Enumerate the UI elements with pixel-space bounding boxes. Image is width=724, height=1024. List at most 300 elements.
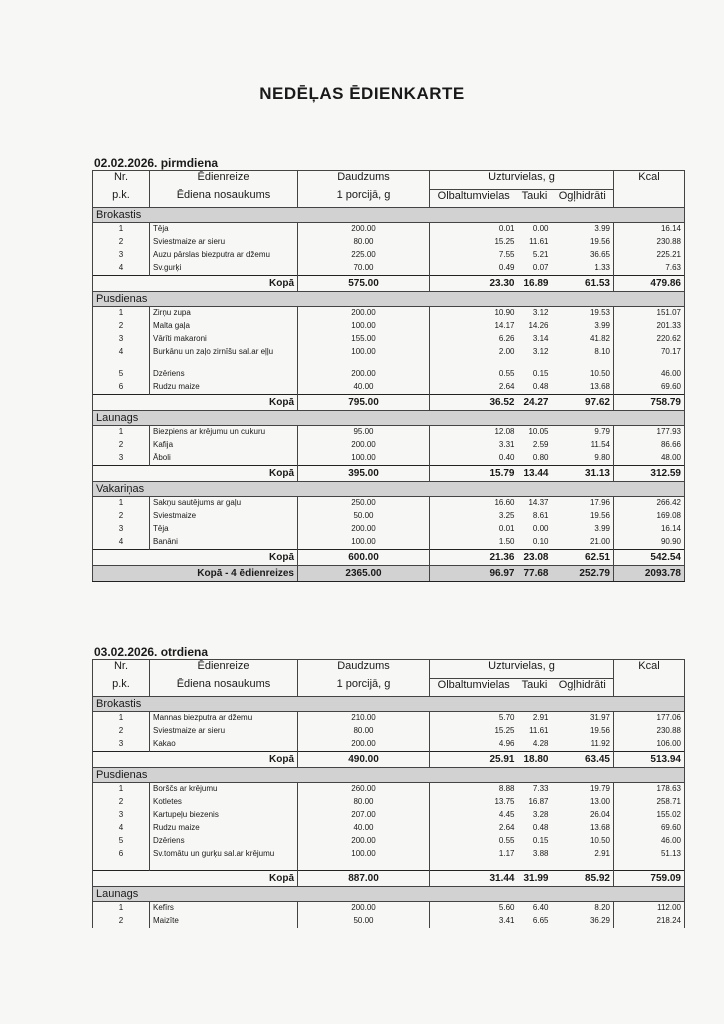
item-qty: 250.00: [298, 497, 430, 511]
header-pk: p.k.: [93, 189, 150, 208]
item-carbs: 10.50: [589, 369, 610, 378]
meal-heading: Launags: [93, 887, 685, 902]
total-protein: 23.30: [430, 276, 518, 292]
item-fat: 0.80: [532, 453, 549, 462]
item-nr: 4: [93, 822, 150, 835]
item-nr: 3: [93, 809, 150, 822]
total-qty: 600.00: [298, 550, 430, 566]
item-kcal: 70.17: [614, 346, 685, 368]
item-fat: 8.61: [532, 511, 549, 520]
item-protein: 0.49: [498, 263, 515, 272]
table-row: [93, 725, 685, 738]
total-kcal: 479.86: [614, 276, 685, 292]
item-qty: 200.00: [298, 835, 430, 848]
item-nr: 1: [93, 712, 150, 726]
item-qty: 100.00: [298, 346, 430, 368]
item-fat: 4.28: [532, 739, 549, 748]
item-kcal: 220.62: [614, 333, 685, 346]
item-nr: 1: [93, 307, 150, 321]
item-carbs: 8.20: [594, 903, 610, 912]
item-kcal: 151.07: [614, 307, 685, 321]
total-label: Kopā: [93, 871, 298, 887]
item-kcal: 230.88: [614, 725, 685, 738]
item-nr: 2: [93, 510, 150, 523]
total-kcal: 759.09: [614, 871, 685, 887]
item-qty: 207.00: [298, 809, 430, 822]
item-fat: 3.12: [532, 347, 549, 356]
page-title: NEDĒĻAS ĒDIENKARTE: [259, 84, 465, 103]
table-row: [93, 439, 685, 452]
item-protein: 16.60: [494, 498, 515, 507]
item-qty: 100.00: [298, 536, 430, 550]
item-kcal: 169.08: [614, 510, 685, 523]
item-protein: 14.17: [494, 321, 515, 330]
item-name: Kartupeļu biezenis: [150, 809, 298, 822]
item-name: Rudzu maize: [150, 822, 298, 835]
item-carbs: 19.79: [589, 784, 610, 793]
table-row: [93, 223, 685, 237]
total-fat: 16.89: [518, 276, 552, 292]
item-name: Kakao: [150, 738, 298, 752]
table-row: [93, 915, 685, 928]
item-name: Sviestmaize ar sieru: [150, 725, 298, 738]
header-tauki: Tauki: [518, 678, 552, 697]
item-qty: 200.00: [298, 439, 430, 452]
total-qty: 490.00: [298, 752, 430, 768]
total-protein: 15.79: [430, 466, 518, 482]
header-olbaltumvielas: Olbaltumvielas: [430, 678, 518, 697]
item-nr: 2: [93, 439, 150, 452]
item-qty: 100.00: [298, 452, 430, 466]
table-row: [93, 902, 685, 916]
header-oglhidrati: Ogļhidrāti: [552, 189, 614, 208]
total-protein: 36.52: [430, 395, 518, 411]
item-protein: 8.88: [498, 784, 515, 793]
total-protein: 21.36: [430, 550, 518, 566]
item-fat: 6.40: [532, 903, 549, 912]
item-protein: 0.01: [498, 224, 515, 233]
total-fat: 18.80: [518, 752, 552, 768]
item-qty: 50.00: [298, 510, 430, 523]
total-kcal: 542.54: [614, 550, 685, 566]
total-fat: 23.08: [518, 550, 552, 566]
item-fat: 14.26: [528, 321, 549, 330]
item-protein: 15.25: [494, 237, 515, 246]
item-name: Auzu pārslas biezputra ar džemu: [150, 249, 298, 262]
item-nr: 6: [93, 381, 150, 395]
item-nr: 2: [93, 725, 150, 738]
item-nr: 4: [93, 346, 150, 368]
day-section-tuesday: [92, 645, 684, 928]
item-qty: 95.00: [298, 426, 430, 440]
item-protein: 15.25: [494, 726, 515, 735]
header-uzturvielas: Uzturvielas, g: [430, 171, 614, 190]
header-edienreize: Ēdienreize: [150, 171, 298, 190]
meal-heading: Pusdienas: [93, 292, 685, 307]
item-name: Vārīti makaroni: [150, 333, 298, 346]
total-qty: 575.00: [298, 276, 430, 292]
grand-total-protein: 96.97: [430, 566, 518, 582]
table-row: [93, 262, 685, 276]
item-kcal: 178.63: [614, 783, 685, 797]
item-carbs: 13.68: [589, 823, 610, 832]
item-kcal: 51.13: [614, 848, 685, 871]
item-nr: 1: [93, 902, 150, 916]
item-fat: 2.59: [532, 440, 549, 449]
item-protein: 4.96: [498, 739, 515, 748]
item-qty: 200.00: [298, 368, 430, 381]
item-carbs: 1.33: [594, 263, 610, 272]
item-carbs: 19.56: [589, 237, 610, 246]
item-protein: 10.90: [494, 308, 515, 317]
header-kcal: Kcal: [614, 660, 685, 697]
item-carbs: 9.80: [594, 453, 610, 462]
item-fat: 2.91: [532, 713, 549, 722]
item-qty: 200.00: [298, 902, 430, 916]
total-carbs: 85.92: [552, 871, 614, 887]
grand-total-qty: 2365.00: [298, 566, 430, 582]
item-name: Biezpiens ar krējumu un cukuru: [150, 426, 298, 440]
item-kcal: 7.63: [614, 262, 685, 276]
total-fat: 31.99: [518, 871, 552, 887]
item-protein: 2.00: [498, 347, 515, 356]
meal-total-row: [93, 871, 685, 887]
item-nr: 5: [93, 368, 150, 381]
item-name: Maizīte: [150, 915, 298, 928]
table-row: [93, 712, 685, 726]
header-daudzums: Daudzums: [298, 660, 430, 679]
item-qty: 40.00: [298, 381, 430, 395]
meal-heading: Brokastis: [93, 208, 685, 223]
meal-total-row: [93, 550, 685, 566]
item-name: Dzēriens: [150, 835, 298, 848]
item-kcal: 69.60: [614, 381, 685, 395]
item-nr: 1: [93, 783, 150, 797]
item-carbs: 19.53: [589, 308, 610, 317]
item-name: Mannas biezputra ar džemu: [150, 712, 298, 726]
header-pk: p.k.: [93, 678, 150, 697]
table-row: [93, 426, 685, 440]
item-protein: 12.08: [494, 427, 515, 436]
total-carbs: 62.51: [552, 550, 614, 566]
item-carbs: 9.79: [594, 427, 610, 436]
item-kcal: 90.90: [614, 536, 685, 550]
item-name: Sv.tomātu un gurķu sal.ar krējumu: [150, 848, 298, 871]
item-fat: 0.07: [532, 263, 549, 272]
meal-total-row: [93, 276, 685, 292]
item-kcal: 16.14: [614, 223, 685, 237]
item-qty: 225.00: [298, 249, 430, 262]
item-kcal: 155.02: [614, 809, 685, 822]
item-nr: 3: [93, 523, 150, 536]
item-carbs: 13.68: [589, 382, 610, 391]
table-row: [93, 236, 685, 249]
grand-total-label: Kopā - 4 ēdienreizes: [93, 566, 298, 582]
item-qty: 100.00: [298, 848, 430, 871]
item-name: Sviestmaize: [150, 510, 298, 523]
item-name: Malta gaļa: [150, 320, 298, 333]
total-qty: 795.00: [298, 395, 430, 411]
item-fat: 14.37: [528, 498, 549, 507]
item-qty: 100.00: [298, 320, 430, 333]
item-nr: 1: [93, 497, 150, 511]
item-protein: 0.55: [498, 836, 515, 845]
item-qty: 50.00: [298, 915, 430, 928]
item-protein: 0.40: [498, 453, 515, 462]
header-porcija: 1 porcijā, g: [298, 678, 430, 697]
item-kcal: 177.06: [614, 712, 685, 726]
item-kcal: 106.00: [614, 738, 685, 752]
item-name: Burkānu un zaļo zirnīšu sal.ar eļļu: [150, 346, 298, 368]
item-qty: 80.00: [298, 796, 430, 809]
meal-heading: Brokastis: [93, 697, 685, 712]
item-fat: 5.21: [532, 250, 549, 259]
item-fat: 3.28: [532, 810, 549, 819]
item-name: Āboli: [150, 452, 298, 466]
header-nr: Nr.: [93, 171, 150, 190]
total-carbs: 97.62: [552, 395, 614, 411]
item-kcal: 46.00: [614, 368, 685, 381]
total-label: Kopā: [93, 276, 298, 292]
header-nr: Nr.: [93, 660, 150, 679]
header-edienreize: Ēdienreize: [150, 660, 298, 679]
item-carbs: 8.10: [594, 347, 610, 356]
meal-total-row: [93, 752, 685, 768]
item-name: Kafija: [150, 439, 298, 452]
table-row: [93, 452, 685, 466]
header-daudzums: Daudzums: [298, 171, 430, 190]
item-qty: 80.00: [298, 236, 430, 249]
total-carbs: 63.45: [552, 752, 614, 768]
table-row: [93, 536, 685, 550]
header-nosaukums: Ēdiena nosaukums: [150, 678, 298, 697]
item-nr: 4: [93, 536, 150, 550]
item-name: Dzēriens: [150, 368, 298, 381]
item-carbs: 41.82: [589, 334, 610, 343]
item-fat: 0.15: [532, 836, 549, 845]
item-name: Kotletes: [150, 796, 298, 809]
item-nr: 4: [93, 262, 150, 276]
item-nr: 3: [93, 452, 150, 466]
table-row: [93, 381, 685, 395]
item-nr: 1: [93, 223, 150, 237]
item-carbs: 17.96: [589, 498, 610, 507]
item-name: Banāni: [150, 536, 298, 550]
menu-table: [92, 170, 685, 582]
total-protein: 31.44: [430, 871, 518, 887]
menu-table: [92, 659, 685, 928]
item-qty: 200.00: [298, 307, 430, 321]
item-fat: 0.00: [532, 224, 549, 233]
table-row: [93, 307, 685, 321]
table-row: [93, 497, 685, 511]
item-name: Zirņu zupa: [150, 307, 298, 321]
item-protein: 0.55: [498, 369, 515, 378]
item-carbs: 36.65: [589, 250, 610, 259]
item-fat: 0.48: [532, 382, 549, 391]
item-carbs: 3.99: [594, 524, 610, 533]
table-row: [93, 510, 685, 523]
header-porcija: 1 porcijā, g: [298, 189, 430, 208]
item-kcal: 266.42: [614, 497, 685, 511]
item-protein: 1.50: [498, 537, 515, 546]
item-kcal: 201.33: [614, 320, 685, 333]
item-protein: 6.26: [498, 334, 515, 343]
total-kcal: 758.79: [614, 395, 685, 411]
item-fat: 16.87: [528, 797, 549, 806]
item-carbs: 21.00: [589, 537, 610, 546]
item-kcal: 48.00: [614, 452, 685, 466]
item-name: Tēja: [150, 523, 298, 536]
item-qty: 210.00: [298, 712, 430, 726]
total-kcal: 312.59: [614, 466, 685, 482]
total-kcal: 513.94: [614, 752, 685, 768]
item-qty: 40.00: [298, 822, 430, 835]
header-tauki: Tauki: [518, 189, 552, 208]
item-nr: 3: [93, 249, 150, 262]
item-kcal: 112.00: [614, 902, 685, 916]
item-qty: 260.00: [298, 783, 430, 797]
table-row: [93, 333, 685, 346]
item-fat: 3.88: [532, 849, 549, 858]
table-row: [93, 368, 685, 381]
meal-total-row: [93, 395, 685, 411]
item-kcal: 230.88: [614, 236, 685, 249]
item-protein: 5.60: [498, 903, 515, 912]
item-kcal: 218.24: [614, 915, 685, 928]
item-carbs: 3.99: [594, 321, 610, 330]
item-protein: 3.25: [498, 511, 515, 520]
total-carbs: 31.13: [552, 466, 614, 482]
table-row: [93, 523, 685, 536]
table-row: [93, 320, 685, 333]
item-fat: 7.33: [532, 784, 549, 793]
item-qty: 200.00: [298, 523, 430, 536]
grand-total-kcal: 2093.78: [614, 566, 685, 582]
item-fat: 6.65: [532, 916, 549, 925]
item-kcal: 177.93: [614, 426, 685, 440]
item-name: Sviestmaize ar sieru: [150, 236, 298, 249]
item-fat: 3.14: [532, 334, 549, 343]
item-kcal: 225.21: [614, 249, 685, 262]
item-fat: 11.61: [529, 726, 549, 735]
table-row: [93, 822, 685, 835]
item-carbs: 31.97: [589, 713, 610, 722]
item-name: Sv.gurķi: [150, 262, 298, 276]
item-name: Rudzu maize: [150, 381, 298, 395]
item-carbs: 10.50: [589, 836, 610, 845]
header-uzturvielas: Uzturvielas, g: [430, 660, 614, 679]
header-oglhidrati: Ogļhidrāti: [552, 678, 614, 697]
item-kcal: 86.66: [614, 439, 685, 452]
item-protein: 7.55: [498, 250, 515, 259]
table-row: [93, 346, 685, 368]
day-title: 03.02.2026. otrdiena: [94, 645, 209, 659]
item-protein: 4.45: [498, 810, 515, 819]
item-protein: 3.31: [498, 440, 515, 449]
meal-heading: Launags: [93, 411, 685, 426]
meal-heading: Pusdienas: [93, 768, 685, 783]
item-fat: 0.10: [532, 537, 549, 546]
item-nr: 2: [93, 796, 150, 809]
item-protein: 3.41: [498, 916, 515, 925]
table-row: [93, 796, 685, 809]
total-label: Kopā: [93, 466, 298, 482]
day-grand-total-row: [93, 566, 685, 582]
total-carbs: 61.53: [552, 276, 614, 292]
item-qty: 200.00: [298, 738, 430, 752]
item-carbs: 19.56: [589, 726, 610, 735]
item-nr: 1: [93, 426, 150, 440]
item-protein: 2.64: [498, 823, 515, 832]
item-protein: 13.75: [494, 797, 515, 806]
total-qty: 395.00: [298, 466, 430, 482]
total-protein: 25.91: [430, 752, 518, 768]
item-nr: 5: [93, 835, 150, 848]
item-nr: 2: [93, 915, 150, 928]
header-nosaukums: Ēdiena nosaukums: [150, 189, 298, 208]
item-carbs: 2.91: [594, 849, 610, 858]
item-carbs: 19.56: [589, 511, 610, 520]
item-kcal: 258.71: [614, 796, 685, 809]
item-nr: 6: [93, 848, 150, 871]
item-kcal: 69.60: [614, 822, 685, 835]
item-carbs: 13.00: [589, 797, 610, 806]
item-protein: 2.64: [498, 382, 515, 391]
item-carbs: 36.29: [589, 916, 610, 925]
item-name: Tēja: [150, 223, 298, 237]
item-protein: 0.01: [498, 524, 515, 533]
item-fat: 0.00: [532, 524, 549, 533]
item-nr: 3: [93, 333, 150, 346]
total-label: Kopā: [93, 395, 298, 411]
item-qty: 70.00: [298, 262, 430, 276]
header-olbaltumvielas: Olbaltumvielas: [430, 189, 518, 208]
meal-heading: Vakariņas: [93, 482, 685, 497]
item-qty: 200.00: [298, 223, 430, 237]
item-kcal: 16.14: [614, 523, 685, 536]
item-name: Sakņu sautējums ar gaļu: [150, 497, 298, 511]
item-fat: 0.48: [532, 823, 549, 832]
total-fat: 24.27: [518, 395, 552, 411]
item-nr: 2: [93, 320, 150, 333]
table-row: [93, 738, 685, 752]
table-row: [93, 249, 685, 262]
item-qty: 155.00: [298, 333, 430, 346]
header-kcal: Kcal: [614, 171, 685, 208]
item-nr: 3: [93, 738, 150, 752]
day-section-monday: [92, 156, 684, 582]
grand-total-carbs: 252.79: [552, 566, 614, 582]
total-fat: 13.44: [518, 466, 552, 482]
table-row: [93, 835, 685, 848]
item-fat: 3.12: [532, 308, 549, 317]
item-name: Kefīrs: [150, 902, 298, 916]
day-title: 02.02.2026. pirmdiena: [94, 156, 219, 170]
total-qty: 887.00: [298, 871, 430, 887]
table-row: [93, 809, 685, 822]
item-protein: 5.70: [498, 713, 515, 722]
item-fat: 10.05: [528, 427, 549, 436]
item-fat: 0.15: [532, 369, 549, 378]
item-carbs: 11.92: [590, 739, 610, 748]
total-label: Kopā: [93, 550, 298, 566]
grand-total-fat: 77.68: [518, 566, 552, 582]
total-label: Kopā: [93, 752, 298, 768]
item-qty: 80.00: [298, 725, 430, 738]
item-kcal: 46.00: [614, 835, 685, 848]
item-protein: 1.17: [498, 849, 515, 858]
